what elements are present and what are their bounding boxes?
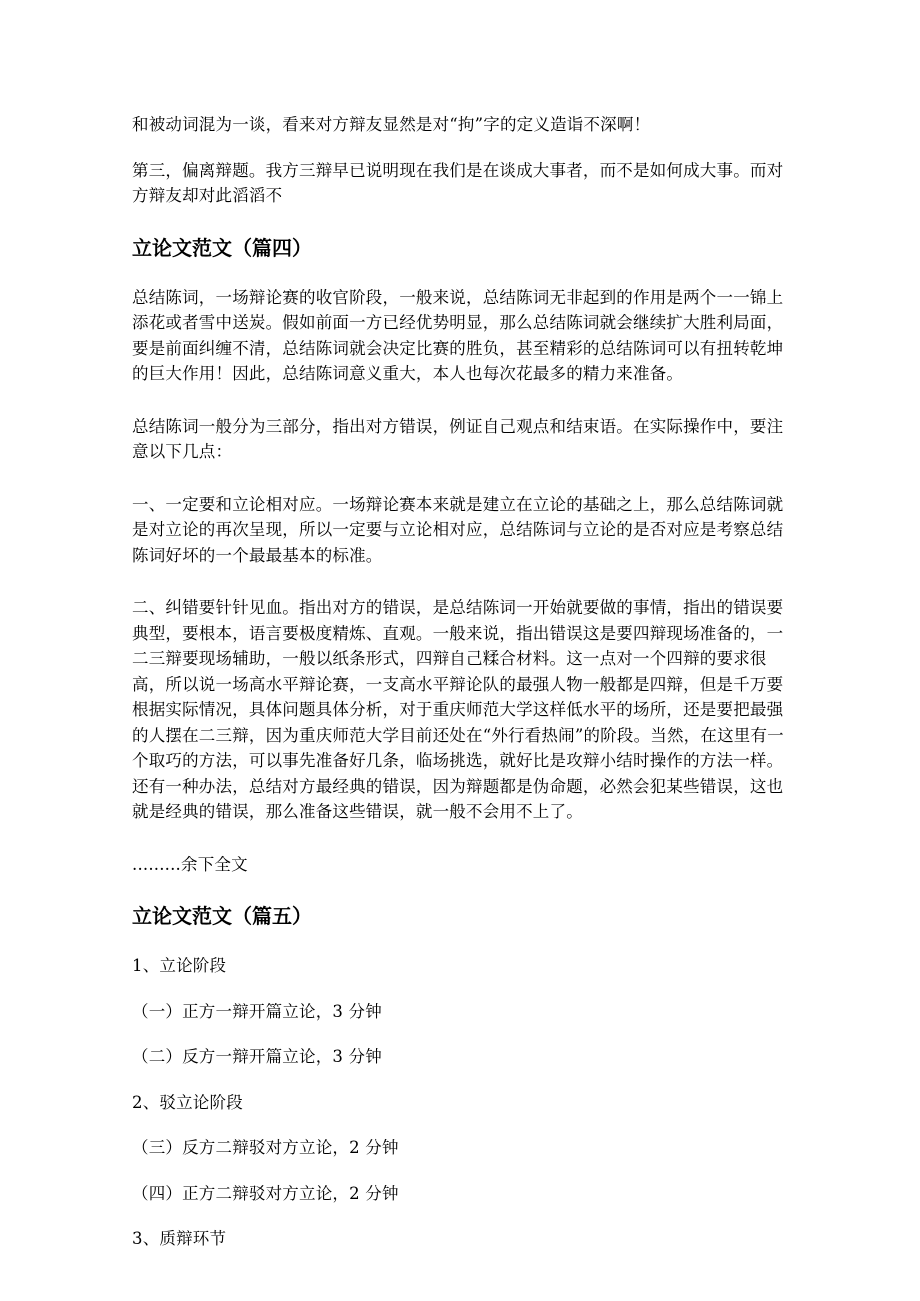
list-item: （四）正方二辩驳对方立论，2 分钟	[132, 1183, 399, 1203]
list-item: 2、驳立论阶段	[132, 1092, 243, 1112]
list-item: （一）正方一辩开篇立论，3 分钟	[132, 1001, 382, 1021]
list-item: （三）反方二辩驳对方立论，2 分钟	[132, 1138, 399, 1157]
paragraph: 和被动词混为一谈，看来对方辩友显然是对“拘”字的定义造诣不深啊！	[132, 115, 651, 134]
list-item: （二）反方一辩开篇立论，3 分钟	[132, 1047, 382, 1066]
list-item: 3、质辩环节	[132, 1229, 227, 1248]
section-heading: 立论文范文（篇五）	[132, 904, 312, 928]
section-heading: 立论文范文（篇四）	[132, 235, 312, 260]
paragraph: 一、一定要和立论相对应。一场辩论赛本来就是建立在立论的基础之上，那么总结陈词就是对立论的再次呈现，所以一定要与立论相对应，总结陈词与立论的是否对应是考察总结陈词好坏的一个最最基本的标准。	[132, 494, 784, 565]
document-page	[132, 112, 788, 1272]
paragraph: 总结陈词，一场辩论赛的收官阶段，一般来说，总结陈词无非起到的作用是两个一一锦上添花或者雪中送炭。假如前面一方已经优势明显，那么总结陈词就会继续扩大胜利局面，要是前面纠缠不清，总结陈词就会决定比赛的胜负，甚至精彩的总结陈词可以有扭转乾坤的巨大作用！因此，总结陈词意义重大，本人也每次花最多的精力来准备。	[132, 287, 784, 383]
paragraph: 总结陈词一般分为三部分，指出对方错误，例证自己观点和结束语。在实际操作中，要注意以下几点：	[132, 416, 784, 461]
more-text-link[interactable]: .........余下全文	[132, 854, 248, 874]
paragraph: 二、纠错要针针见血。指出对方的错误，是总结陈词一开始就要做的事情，指出的错误要典型，要根本，语言要极度精炼、直观。一般来说，指出错误这是要四辩现场准备的，一二三辩要现场辅助，一般以纸条形式，四辩自己糅合材料。这一点对一个四辩的要求很高，所以说一场高水平辩论赛，一支高水平辩论队的最强人物一般都是四辩，但是千万要根据实际情况，具体问题具体分析，对于重庆师范大学这样低水平的场所，还是要把最强的人摆在二三辩，因为重庆师范大学目前还处在“外行看热闹”的阶段。当然，在这里有一个取巧的方法，可以事先准备好几条，临场挑选，就好比是攻辩小结时操作的方法一样。还有一种办法，总结对方最经典的错误，因为辩题都是伪命题，必然会犯某些错误，这也就是经典的错误，那么准备这些错误，就一般不会用不上了。	[132, 598, 784, 821]
paragraph: 第三，偏离辩题。我方三辩早已说明现在我们是在谈成大事者，而不是如何成大事。而对方辩友却对此滔滔不	[132, 160, 784, 205]
list-item: 1、立论阶段	[132, 956, 227, 975]
